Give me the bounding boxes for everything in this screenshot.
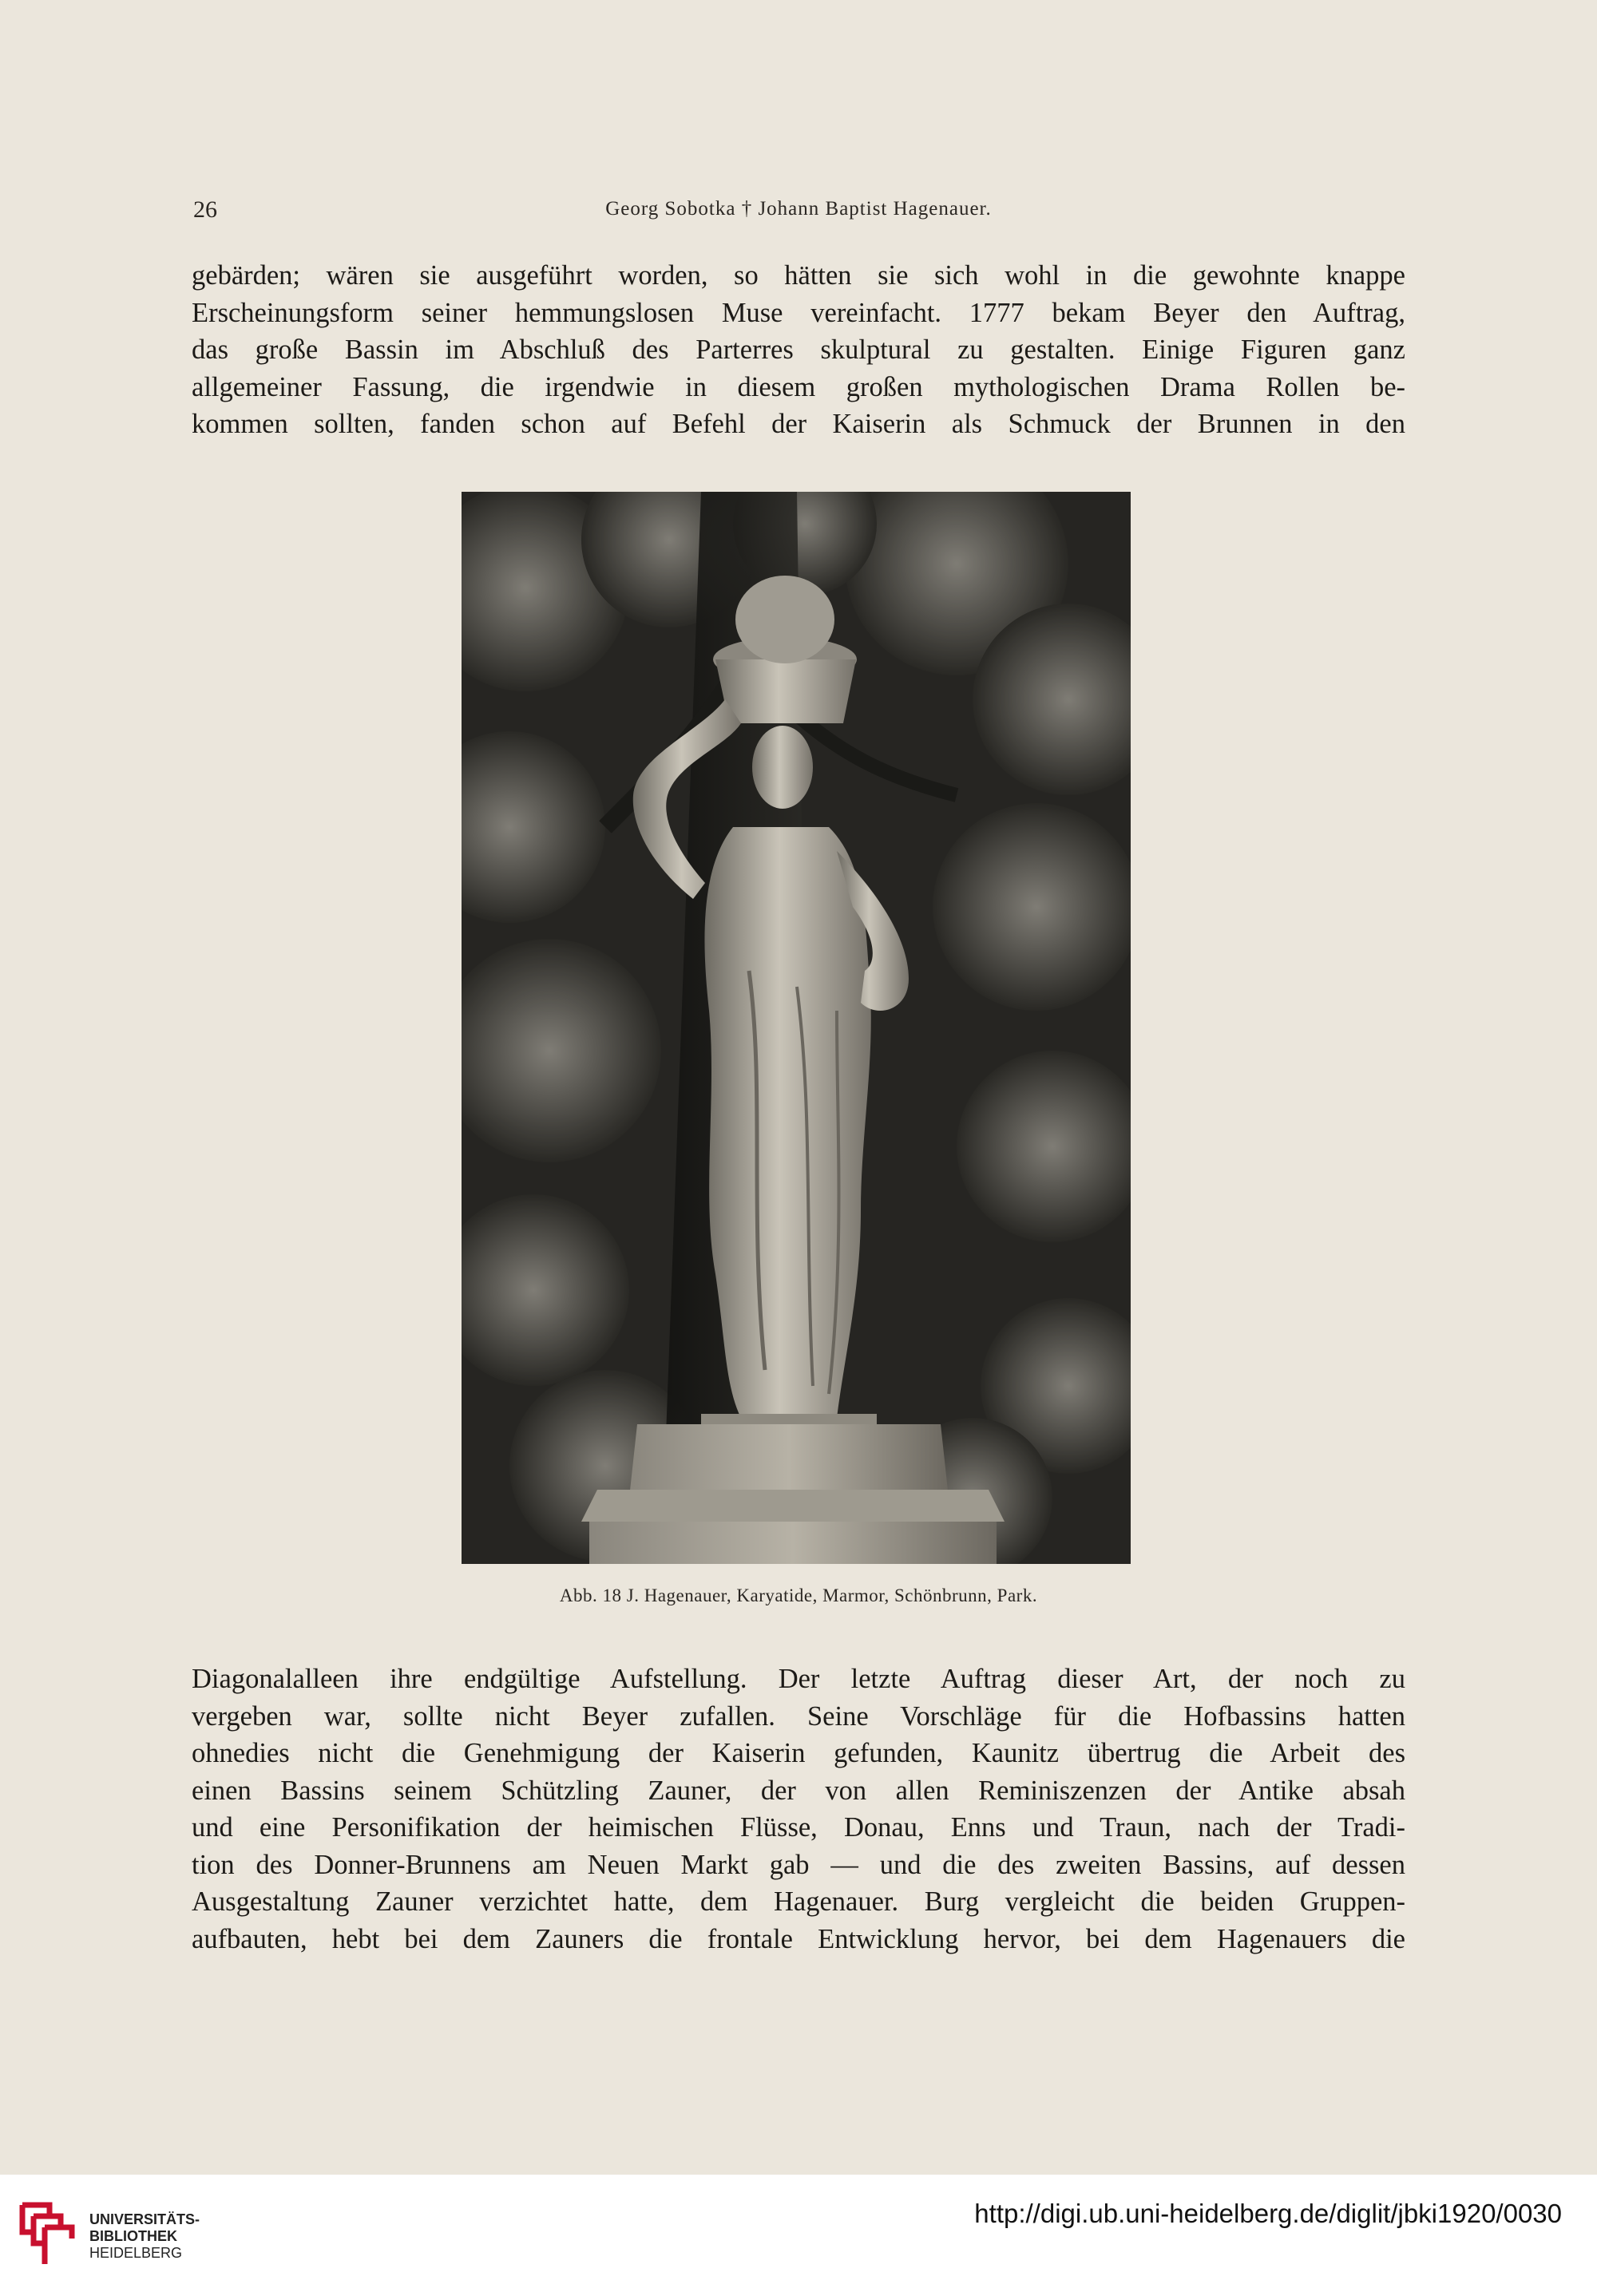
text-line: ohnedies nicht die Genehmigung der Kaiserin gefunden, Kaunitz übertrug die Arbeit des <box>192 1738 1405 1768</box>
library-name-line-2: BIBLIOTHEK <box>89 2228 177 2244</box>
figure-photograph-caryatid-statue <box>462 492 1131 1564</box>
text-line: Ausgestaltung Zauner verzichtet hatte, dem Hagenauer. Burg vergleicht die beiden Gruppen- <box>192 1886 1405 1917</box>
text-line: aufbauten, hebt bei dem Zauners die frontale Entwicklung hervor, bei dem Hagenauers die <box>192 1923 1405 1954</box>
text-line: tion des Donner-Brunnens am Neuen Markt gab — und die des zweiten Bassins, auf dessen <box>192 1849 1405 1880</box>
paragraph-bottom <box>192 1661 1405 1958</box>
text-line: und eine Personifikation der heimischen Flüsse, Donau, Enns und Traun, nach der Tradi- <box>192 1812 1405 1843</box>
library-name <box>89 2211 200 2262</box>
running-head <box>193 196 1404 228</box>
library-name-line-1: UNIVERSITÄTS- <box>89 2211 200 2227</box>
university-library-logo-icon <box>18 2197 80 2269</box>
text-line: allgemeiner Fassung, die irgendwie in diesem großen mythologischen Drama Rollen be- <box>192 371 1405 402</box>
text-line: vergeben war, sollte nicht Beyer zufallen. Seine Vorschläge für die Hofbassins hatten <box>192 1700 1405 1732</box>
source-url-link[interactable]: http://digi.ub.uni-heidelberg.de/diglit/jbki1920/0030 <box>974 2199 1562 2228</box>
text-line: das große Bassin im Abschluß des Parterres skulptural zu gestalten. Einige Figuren ganz <box>192 335 1405 365</box>
library-name-line-3: HEIDELBERG <box>89 2245 183 2261</box>
text-line: einen Bassins seinem Schützling Zauner, der von allen Reminiszenzen der Antike absah <box>192 1775 1405 1806</box>
footer-bar <box>0 2175 1597 2296</box>
text-line: gebärden; wären sie ausgeführt worden, so hätten sie sich wohl in die gewohnte knappe <box>192 260 1405 291</box>
text-line: kommen sollten, fanden schon auf Befehl der Kaiserin als Schmuck der Brunnen in den <box>192 409 1405 439</box>
page-number: 26 <box>193 196 217 223</box>
text-line: Erscheinungsform seiner hemmungslosen Muse vereinfacht. 1777 bekam Beyer den Auftrag, <box>192 297 1405 328</box>
figure-caption: Abb. 18 J. Hagenauer, Karyatide, Marmor, Schönbrunn, Park. <box>559 1585 1038 1605</box>
paragraph-top <box>192 257 1405 443</box>
text-line: Diagonalalleen ihre endgültige Aufstellung. Der letzte Auftrag dieser Art, der noch zu <box>192 1664 1405 1694</box>
running-head-title: Georg Sobotka † Johann Baptist Hagenauer. <box>605 198 992 220</box>
